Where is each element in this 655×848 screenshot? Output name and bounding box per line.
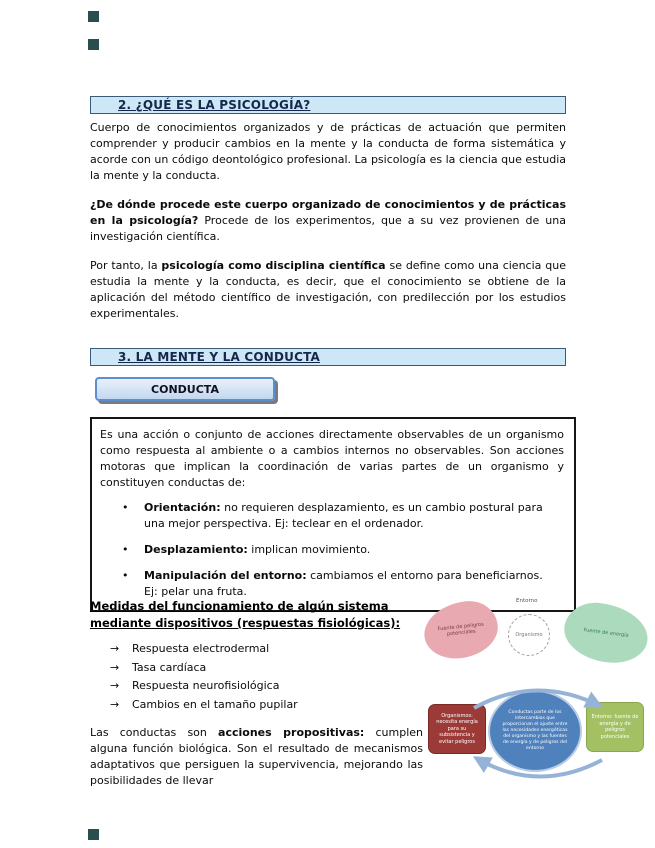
exchange-cycle-diagram [424,686,652,788]
conducta-title: CONDUCTA [151,382,219,396]
list-item [110,641,423,658]
list-item [110,678,423,695]
section-2-heading-bar [90,96,566,114]
arrow-icon: → [110,642,120,655]
conductas-ellipse [488,690,582,772]
propositivas-bold: acciones propositivas: [218,726,365,739]
decor-square-top-1 [88,11,99,22]
arrow-icon: → [110,679,120,692]
paragraph-propositivas [90,725,423,789]
discipline-pre: Por tanto, la [90,259,162,272]
entorno-box [586,702,644,752]
propositivas-pre: Las conductas son [90,726,219,739]
organismo-circle [508,614,550,656]
energy-source-blob [561,599,651,667]
conducta-definition-box [90,417,576,612]
entorno-text: Entorno: fuente de energía y de peligros potenciales [591,714,639,740]
measure-label: Cambios en el tamaño pupilar [132,697,298,711]
paragraph-origin [90,197,566,245]
term-desc: cambiamos el entorno para beneficiarnos. Ej: pelar una fruta. [144,569,543,598]
danger-source-label: Fuente de peligros potenciales [437,621,484,638]
list-item [122,500,564,532]
term-desc: implican movimiento. [247,543,371,556]
paragraph-discipline [90,258,566,322]
conducta-types-list [100,500,564,600]
list-item-text [144,500,564,532]
bullet-icon: • [122,501,129,514]
section-3-heading-bar [90,348,566,366]
conducta-intro: Es una acción o conjunto de acciones directamente observables de un organismo como respuesta al ambiente o a cambios internos no observables. Son acciones motoras que implican la coordinación de varias partes de un organismo y constituyen conductas de: [100,428,564,489]
paragraph-definition: Cuerpo de conocimientos organizados y de prácticas de actuación que permiten comprender y producir cambios en la mente y la conducta de forma sistemática y acorde con un código deontológico profesional. La psicología es la ciencia que estudia la mente y la conducta. [90,121,566,182]
term: Orientación: [144,501,221,514]
measure-label: Respuesta neurofisiológica [132,679,280,692]
term-desc: no requieren desplazamiento, es un cambio postural para una mejor perspectiva. Ej: teclear en el ordenador. [144,501,543,530]
arrow-icon: → [110,660,120,674]
main-content [90,96,566,612]
discipline-bold: psicología como disciplina científica [161,259,386,272]
list-item [110,697,423,714]
term: Manipulación del entorno: [144,569,307,582]
list-item [122,542,564,558]
energy-source-label: Fuente de energía [583,627,629,639]
propositivas-rest: cumplen alguna función biológica. Son el resultado de mecanismos adaptativos que persiguen la supervivencia, mejorando las posibilidades de llevar [90,726,423,787]
organism-environment-diagram [418,592,650,684]
list-item [110,660,423,677]
conducta-title-box [95,377,275,401]
measures-list [90,641,423,713]
term: Desplazamiento: [144,543,248,556]
origin-question: ¿De dónde procede este cuerpo organizado de conocimientos y de prácticas en la psicología? [90,198,566,227]
entorno-label: Entorno [516,598,538,604]
measures-column [90,598,423,789]
decor-square-top-2 [88,39,99,50]
measure-label: Respuesta electrodermal [132,642,270,655]
conductas-text: Conductas parte de los intercambios que proporcionan el ajuste entre las necesidades energéticas del organismo y las fuentes de energía y de peligros del entorno [502,710,568,751]
measure-label: Tasa cardíaca [132,660,207,674]
measures-heading: Medidas del funcionamiento de algún sistema mediante dispositivos (respuestas fisiológicas): [90,599,401,630]
origin-answer: Procede de los experimentos, que a su vez provienen de una investigación científica. [90,214,566,243]
section-2-heading: 2. ¿QUÉ ES LA PSICOLOGÍA? [118,98,311,112]
section-3-heading: 3. LA MENTE Y LA CONDUCTA [118,350,321,364]
bullet-icon: • [122,569,129,582]
organismos-text: Organismos: necesita energía para su subsistencia y evitar peligros [436,712,478,745]
discipline-rest: se define como una ciencia que estudia la mente y la conducta, es decir, que el conocimiento se obtiene de la aplicación del método científico de investigación, con predilección por los estudios experimentales. [90,259,566,320]
organismos-box [428,704,486,754]
danger-source-blob [421,598,500,661]
list-item-text [144,542,564,558]
organismo-label: Organismo [515,632,543,638]
arrow-icon: → [110,697,120,711]
bullet-icon: • [122,543,129,556]
decor-square-bottom [88,829,99,840]
